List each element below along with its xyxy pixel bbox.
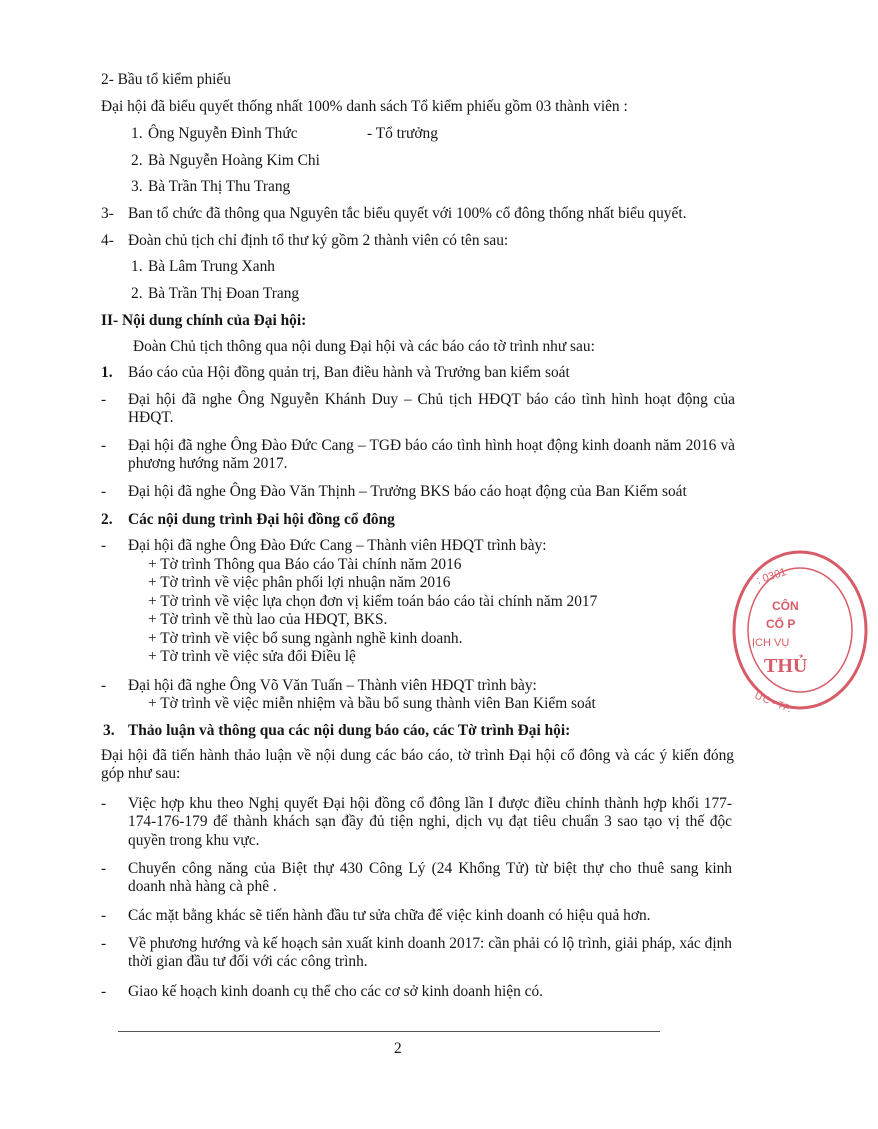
presenter-line: Đại hội đã nghe Ông Đào Đức Cang – Thành viên HĐQT trình bày: [128,537,547,554]
discussion-intro: Đại hội đã tiến hành thảo luận về nội dung các báo cáo, tờ trình Đại hội cổ đông và các ý kiến đóng góp như sau: [101,747,734,783]
seal-text: THỦ [764,655,808,677]
vote-member-number: 3. [131,178,143,195]
bullet-dash: - [101,795,107,812]
submission-item: + Tờ trình về việc bổ sung ngành nghề kinh doanh. [148,630,463,647]
discussion-item: Chuyển công năng của Biệt thự 430 Công Lý (24 Khổng Tử) từ biệt thự cho thuê sang kinh doanh nhà hàng cà phê . [128,860,732,896]
seal-text: CÔN [772,599,799,613]
secretary-member-name: Bà Lâm Trung Xanh [148,258,275,275]
report-item: Đại hội đã nghe Ông Đào Văn Thịnh – Trưởng BKS báo cáo hoạt động của Ban Kiểm soát [128,483,687,500]
vote-member-number: 1. [131,125,143,142]
page-number: 2 [394,1040,402,1057]
company-seal [728,548,878,718]
bullet-dash: - [101,483,107,500]
bullet-dash: - [101,860,107,877]
bullet-dash: - [101,437,107,454]
footer-rule [118,1031,660,1032]
item-number: 4- [101,232,114,249]
presenter-line: Đại hội đã nghe Ông Võ Văn Tuấn – Thành viên HĐQT trình bày: [128,677,537,694]
report-item: Đại hội đã nghe Ông Nguyễn Khánh Duy – Chủ tịch HĐQT báo cáo tình hình hoạt động của HĐQT. [128,391,735,427]
secretary-member-name: Bà Trần Thị Đoan Trang [148,285,300,302]
submission-item: + Tờ trình về việc lựa chọn đơn vị kiểm toán báo cáo tài chính năm 2017 [148,593,598,610]
discussion-heading: Thảo luận và thông qua các nội dung báo cáo, các Tờ trình Đại hội: [128,722,571,739]
bullet-dash: - [101,677,107,694]
submission-item: + Tờ trình về việc miễn nhiệm và bầu bổ sung thành viên Ban Kiểm soát [148,695,596,712]
secretary-member-number: 2. [131,285,143,302]
vote-member-role: - Tổ trưởng [367,125,438,142]
discussion-item: Về phương hướng và kế hoạch sản xuất kinh doanh 2017: cần phải có lộ trình, giải pháp, xác định thời gian đầu tư đối với các công trình. [128,935,732,971]
vote-member-name: Bà Trần Thị Thu Trang [148,178,291,195]
part-two-heading: II- Nội dung chính của Đại hội: [101,312,307,329]
section-number: 2. [101,511,113,528]
vote-member-number: 2. [131,152,143,169]
seal-text: : 0301 [755,565,789,587]
discussion-item: Các mặt bằng khác sẽ tiến hành đầu tư sửa chữa để việc kinh doanh có hiệu quả hơn. [128,907,651,924]
bullet-dash: - [101,983,107,1000]
seal-text: ỊCH VỤ [752,637,790,649]
seal-outer-ring [734,552,866,708]
seal-text: CỔ P [766,617,796,631]
secretary-team-text: Đoàn chủ tịch chỉ định tổ thư ký gồm 2 thành viên có tên sau: [128,232,509,249]
report-item: Đại hội đã nghe Ông Đào Đức Cang – TGĐ báo cáo tình hình hoạt động kinh doanh năm 2016 và phương hướng năm 2017. [128,437,735,473]
submissions-heading: Các nội dung trình Đại hội đồng cổ đông [128,511,395,528]
discussion-item: Giao kế hoạch kinh doanh cụ thể cho các cơ sở kinh doanh hiện có. [128,983,544,1000]
submission-item: + Tờ trình về thù lao của HĐQT, BKS. [148,611,388,628]
reports-heading: Báo cáo của Hội đồng quản trị, Ban điều hành và Trưởng ban kiểm soát [128,364,570,381]
submission-item: + Tờ trình Thông qua Báo cáo Tài chính năm 2016 [148,556,462,573]
bullet-dash: - [101,391,107,408]
bullet-dash: - [101,907,107,924]
section-number: 1. [101,364,113,381]
bullet-dash: - [101,935,107,952]
seal-text: ỨC - TP. [752,690,793,716]
vote-team-heading: 2- Bầu tổ kiểm phiếu [101,71,231,88]
voting-principle-text: Ban tổ chức đã thông qua Nguyên tắc biểu quyết với 100% cổ đông thống nhất biểu quyết. [128,205,687,222]
submission-item: + Tờ trình về việc sửa đổi Điều lệ [148,648,356,665]
section-number: 3. [103,722,115,739]
part-two-intro: Đoàn Chủ tịch thông qua nội dung Đại hội và các báo cáo tờ trình như sau: [133,338,595,355]
vote-team-intro: Đại hội đã biểu quyết thống nhất 100% danh sách Tổ kiểm phiếu gồm 03 thành viên : [101,98,628,115]
secretary-member-number: 1. [131,258,143,275]
vote-member-name: Ông Nguyễn Đình Thức [148,125,298,142]
bullet-dash: - [101,537,107,554]
vote-member-name: Bà Nguyễn Hoàng Kim Chi [148,152,320,169]
discussion-item: Việc hợp khu theo Nghị quyết Đại hội đồng cổ đông lần I được điều chỉnh thành hợp khối 177-174-176-179 để thành khách sạn đầy đủ tiện nghi, dịch vụ đạt tiêu chuẩn 3 sao tạo vị thế độc quyền trong khu vực. [128,795,732,849]
submission-item: + Tờ trình về việc phân phối lợi nhuận năm 2016 [148,574,451,591]
item-number: 3- [101,205,114,222]
